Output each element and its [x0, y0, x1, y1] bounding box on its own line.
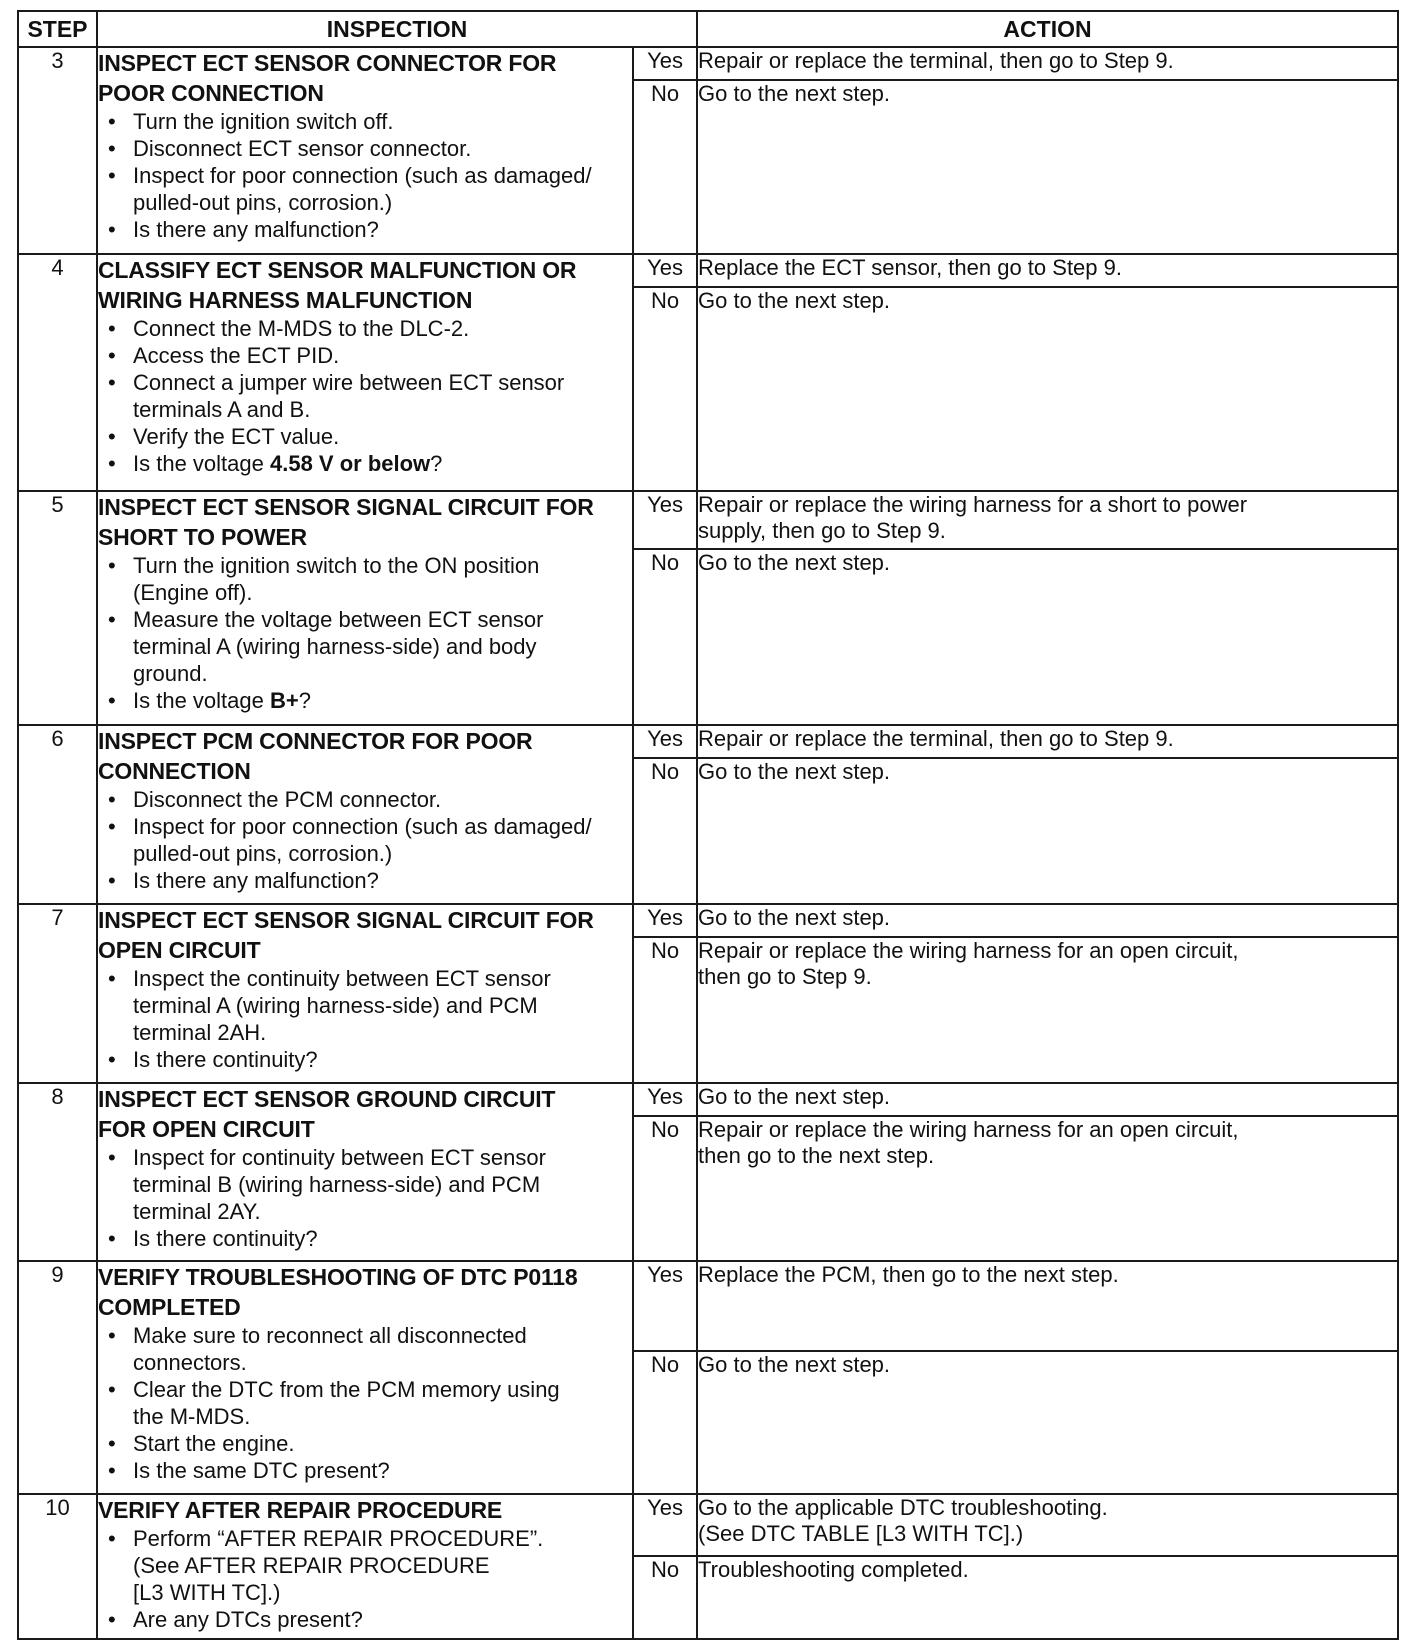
list-item: • Access the ECT PID.	[133, 342, 632, 369]
table-row	[18, 904, 1398, 937]
table-row	[18, 47, 1398, 80]
yes-action: Replace the PCM, then go to the next step.	[697, 1261, 1398, 1351]
inspection-title: INSPECT ECT SENSOR CONNECTOR FOR POOR CONNECTION	[98, 50, 557, 106]
inspection-cell	[97, 47, 633, 254]
yes-action: Repair or replace the terminal, then go to Step 9.	[697, 47, 1398, 80]
yes-label: Yes	[633, 1083, 697, 1116]
no-label: No	[633, 287, 697, 490]
inspection-cell	[97, 254, 633, 490]
yes-action: Go to the next step.	[697, 904, 1398, 937]
yes-label: Yes	[633, 491, 697, 549]
list-item: • Verify the ECT value.	[133, 423, 632, 450]
list-item: • Is there any malfunction?	[133, 867, 632, 894]
table-row	[18, 254, 1398, 287]
yes-action: Go to the next step.	[697, 1083, 1398, 1116]
header-action: ACTION	[697, 11, 1398, 47]
step-number: 3	[18, 47, 97, 254]
inspection-title: INSPECT ECT SENSOR GROUND CIRCUIT FOR OPEN CIRCUIT	[98, 1085, 556, 1142]
list-item: • Measure the voltage between ECT sensor terminal A (wiring harness-side) and body ground.	[133, 606, 632, 687]
no-action: Go to the next step.	[697, 1351, 1398, 1494]
troubleshooting-table	[17, 10, 1399, 1640]
yes-label: Yes	[633, 254, 697, 287]
inspection-bullets	[98, 1525, 632, 1633]
step-number: 9	[18, 1261, 97, 1494]
no-label: No	[633, 1351, 697, 1494]
header-step: STEP	[18, 11, 97, 47]
list-item: • Turn the ignition switch to the ON position (Engine off).	[133, 552, 632, 606]
step-number: 10	[18, 1494, 97, 1639]
yes-label: Yes	[633, 904, 697, 937]
table-row	[18, 1083, 1398, 1116]
no-label: No	[633, 937, 697, 1083]
table-row	[18, 491, 1398, 549]
inspection-title: VERIFY TROUBLESHOOTING OF DTC P0118 COMPLETED	[98, 1264, 578, 1321]
inspection-bullets	[98, 786, 632, 894]
no-label: No	[633, 1556, 697, 1639]
yes-action: Repair or replace the wiring harness for a short to power supply, then go to Step 9.	[697, 491, 1398, 549]
list-item: • Is there continuity?	[133, 1225, 632, 1252]
no-label: No	[633, 758, 697, 904]
inspection-bullets	[98, 1144, 632, 1252]
no-action: Repair or replace the wiring harness for an open circuit, then go to Step 9.	[697, 937, 1398, 1083]
list-item: • Is there any malfunction?	[133, 216, 632, 243]
table-row	[18, 1261, 1398, 1351]
yes-label: Yes	[633, 1261, 697, 1351]
no-action: Go to the next step.	[697, 549, 1398, 726]
yes-label: Yes	[633, 1494, 697, 1556]
no-label: No	[633, 1116, 697, 1262]
inspection-title: INSPECT ECT SENSOR SIGNAL CIRCUIT FOR OPEN CIRCUIT	[98, 906, 594, 963]
step-number: 8	[18, 1083, 97, 1262]
header-inspection: INSPECTION	[97, 11, 697, 47]
list-item: • Inspect for poor connection (such as damaged/ pulled-out pins, corrosion.)	[133, 162, 632, 216]
inspection-bullets	[98, 1322, 632, 1484]
list-item: • Is the voltage B+?	[133, 687, 632, 714]
inspection-cell	[97, 1261, 633, 1494]
inspection-title: INSPECT PCM CONNECTOR FOR POOR CONNECTION	[98, 728, 533, 785]
list-item: • Perform “AFTER REPAIR PROCEDURE”. (See AFTER REPAIR PROCEDURE [L3 WITH TC].)	[133, 1525, 632, 1606]
list-item: • Is the voltage 4.58 V or below?	[133, 450, 632, 477]
list-item: • Disconnect ECT sensor connector.	[133, 135, 632, 162]
list-item: • Clear the DTC from the PCM memory using the M-MDS.	[133, 1376, 632, 1430]
inspection-bullets	[98, 108, 632, 243]
no-action: Repair or replace the wiring harness for an open circuit, then go to the next step.	[697, 1116, 1398, 1262]
step-number: 6	[18, 725, 97, 904]
list-item: • Turn the ignition switch off.	[133, 108, 632, 135]
list-item: • Disconnect the PCM connector.	[133, 786, 632, 813]
yes-action: Go to the applicable DTC troubleshooting. (See DTC TABLE [L3 WITH TC].)	[697, 1494, 1398, 1556]
yes-label: Yes	[633, 725, 697, 758]
list-item: • Connect a jumper wire between ECT sensor terminals A and B.	[133, 369, 632, 423]
inspection-cell	[97, 1494, 633, 1639]
table-row	[18, 1494, 1398, 1556]
step-number: 7	[18, 904, 97, 1083]
no-label: No	[633, 80, 697, 254]
step-number: 4	[18, 254, 97, 490]
inspection-bullets	[98, 965, 632, 1073]
inspection-title: VERIFY AFTER REPAIR PROCEDURE	[98, 1496, 502, 1523]
list-item: • Is the same DTC present?	[133, 1457, 632, 1484]
table-row	[18, 725, 1398, 758]
list-item: • Connect the M-MDS to the DLC-2.	[133, 315, 632, 342]
inspection-bullets	[98, 315, 632, 477]
list-item: • Inspect for poor connection (such as damaged/ pulled-out pins, corrosion.)	[133, 813, 632, 867]
inspection-cell	[97, 491, 633, 726]
no-action: Go to the next step.	[697, 287, 1398, 490]
inspection-title: INSPECT ECT SENSOR SIGNAL CIRCUIT FOR SHORT TO POWER	[98, 493, 594, 550]
yes-label: Yes	[633, 47, 697, 80]
inspection-cell	[97, 725, 633, 904]
list-item: • Are any DTCs present?	[133, 1606, 632, 1633]
header-row	[18, 11, 1398, 47]
no-action: Go to the next step.	[697, 80, 1398, 254]
list-item: • Inspect the continuity between ECT sensor terminal A (wiring harness-side) and PCM terminal 2AH.	[133, 965, 632, 1046]
list-item: • Is there continuity?	[133, 1046, 632, 1073]
list-item: • Start the engine.	[133, 1430, 632, 1457]
list-item: • Make sure to reconnect all disconnected connectors.	[133, 1322, 632, 1376]
list-item: • Inspect for continuity between ECT sensor terminal B (wiring harness-side) and PCM terminal 2AY.	[133, 1144, 632, 1225]
no-label: No	[633, 549, 697, 726]
step-number: 5	[18, 491, 97, 726]
inspection-cell	[97, 1083, 633, 1262]
inspection-title: CLASSIFY ECT SENSOR MALFUNCTION OR WIRING HARNESS MALFUNCTION	[98, 257, 577, 314]
yes-action: Repair or replace the terminal, then go to Step 9.	[697, 725, 1398, 758]
inspection-cell	[97, 904, 633, 1083]
no-action: Go to the next step.	[697, 758, 1398, 904]
yes-action: Replace the ECT sensor, then go to Step 9.	[697, 254, 1398, 287]
no-action: Troubleshooting completed.	[697, 1556, 1398, 1639]
inspection-bullets	[98, 552, 632, 714]
